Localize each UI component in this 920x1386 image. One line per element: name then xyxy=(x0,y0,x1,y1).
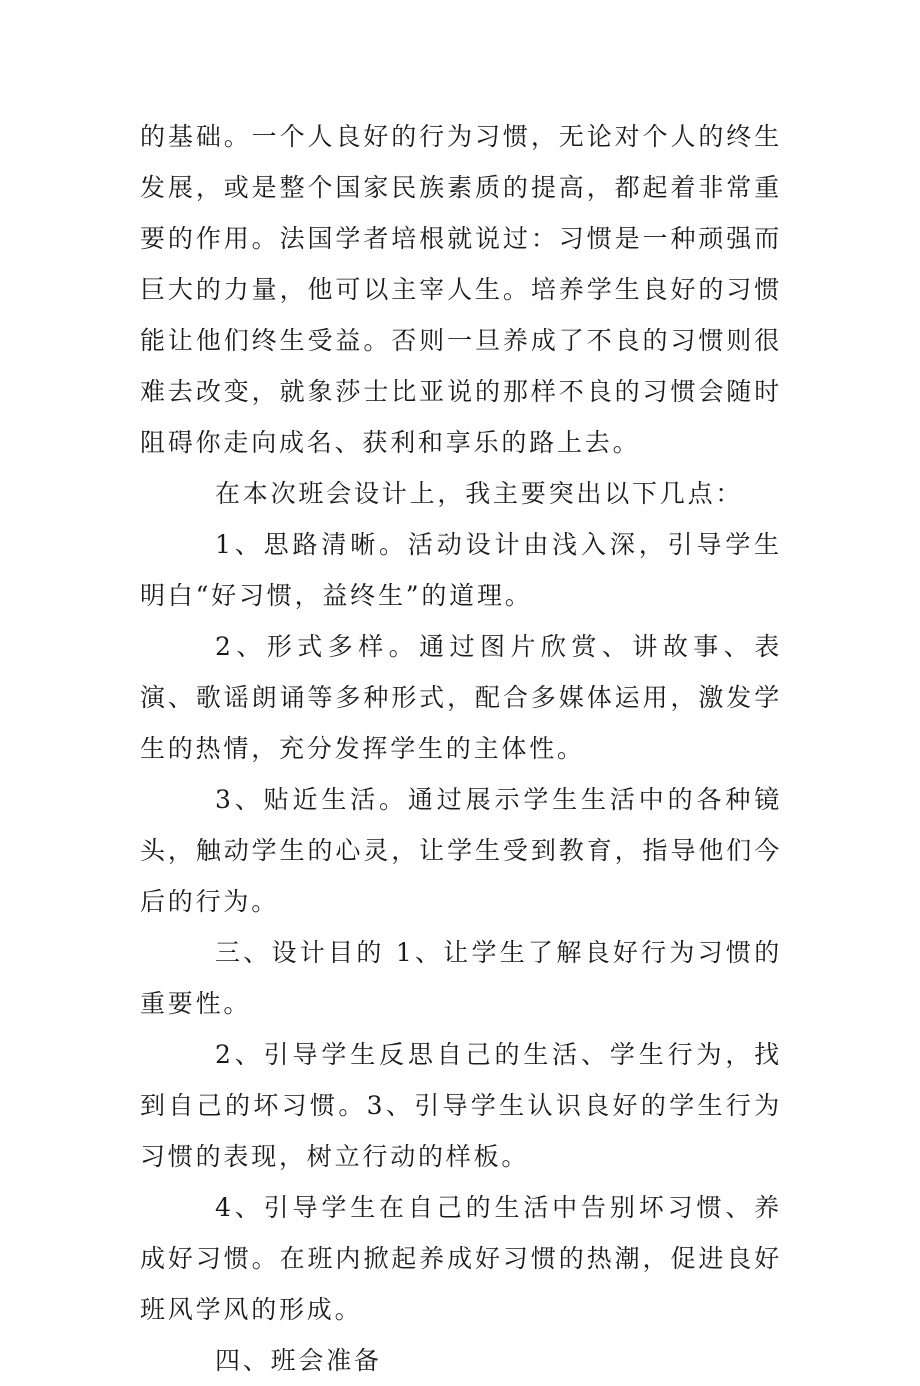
paragraph-continuation: 的基础。一个人良好的行为习惯，无论对个人的终生发展，或是整个国家民族素质的提高，都起着非常重要的作用。法国学者培根就说过：习惯是一种顽强而巨大的力量，他可以主宰人生。培养学生良好的习惯能让他们终生受益。否则一旦养成了不良的习惯则很难去改变，就象莎士比亚说的那样不良的习惯会随时阻碍你走向成名、获利和享乐的路上去。 xyxy=(140,122,782,457)
section-heading-preparation: 四、班会准备 xyxy=(215,1346,382,1375)
document-body xyxy=(140,111,782,1386)
section-heading-design-goals: 三、设计目的 1、让学生了解良好行为习惯的重要性。 xyxy=(140,938,782,1018)
paragraph-design-intro: 在本次班会设计上，我主要突出以下几点： xyxy=(215,479,744,508)
paragraph-goal-4: 4、引导学生在自己的生活中告别坏习惯、养成好习惯。在班内掀起养成好习惯的热潮，促进良好班风学风的形成。 xyxy=(140,1193,782,1324)
paragraph-goal-2-3: 2、引导学生反思自己的生活、学生行为，找到自己的坏习惯。3、引导学生认识良好的学生行为习惯的表现，树立行动的样板。 xyxy=(140,1040,782,1171)
paragraph-point-1: 1、思路清晰。活动设计由浅入深，引导学生明白“好习惯，益终生”的道理。 xyxy=(140,530,782,610)
paragraph-point-3: 3、贴近生活。通过展示学生生活中的各种镜头，触动学生的心灵，让学生受到教育，指导他们今后的行为。 xyxy=(140,785,782,916)
paragraph-point-2: 2、形式多样。通过图片欣赏、讲故事、表演、歌谣朗诵等多种形式，配合多媒体运用，激发学生的热情，充分发挥学生的主体性。 xyxy=(140,632,782,763)
